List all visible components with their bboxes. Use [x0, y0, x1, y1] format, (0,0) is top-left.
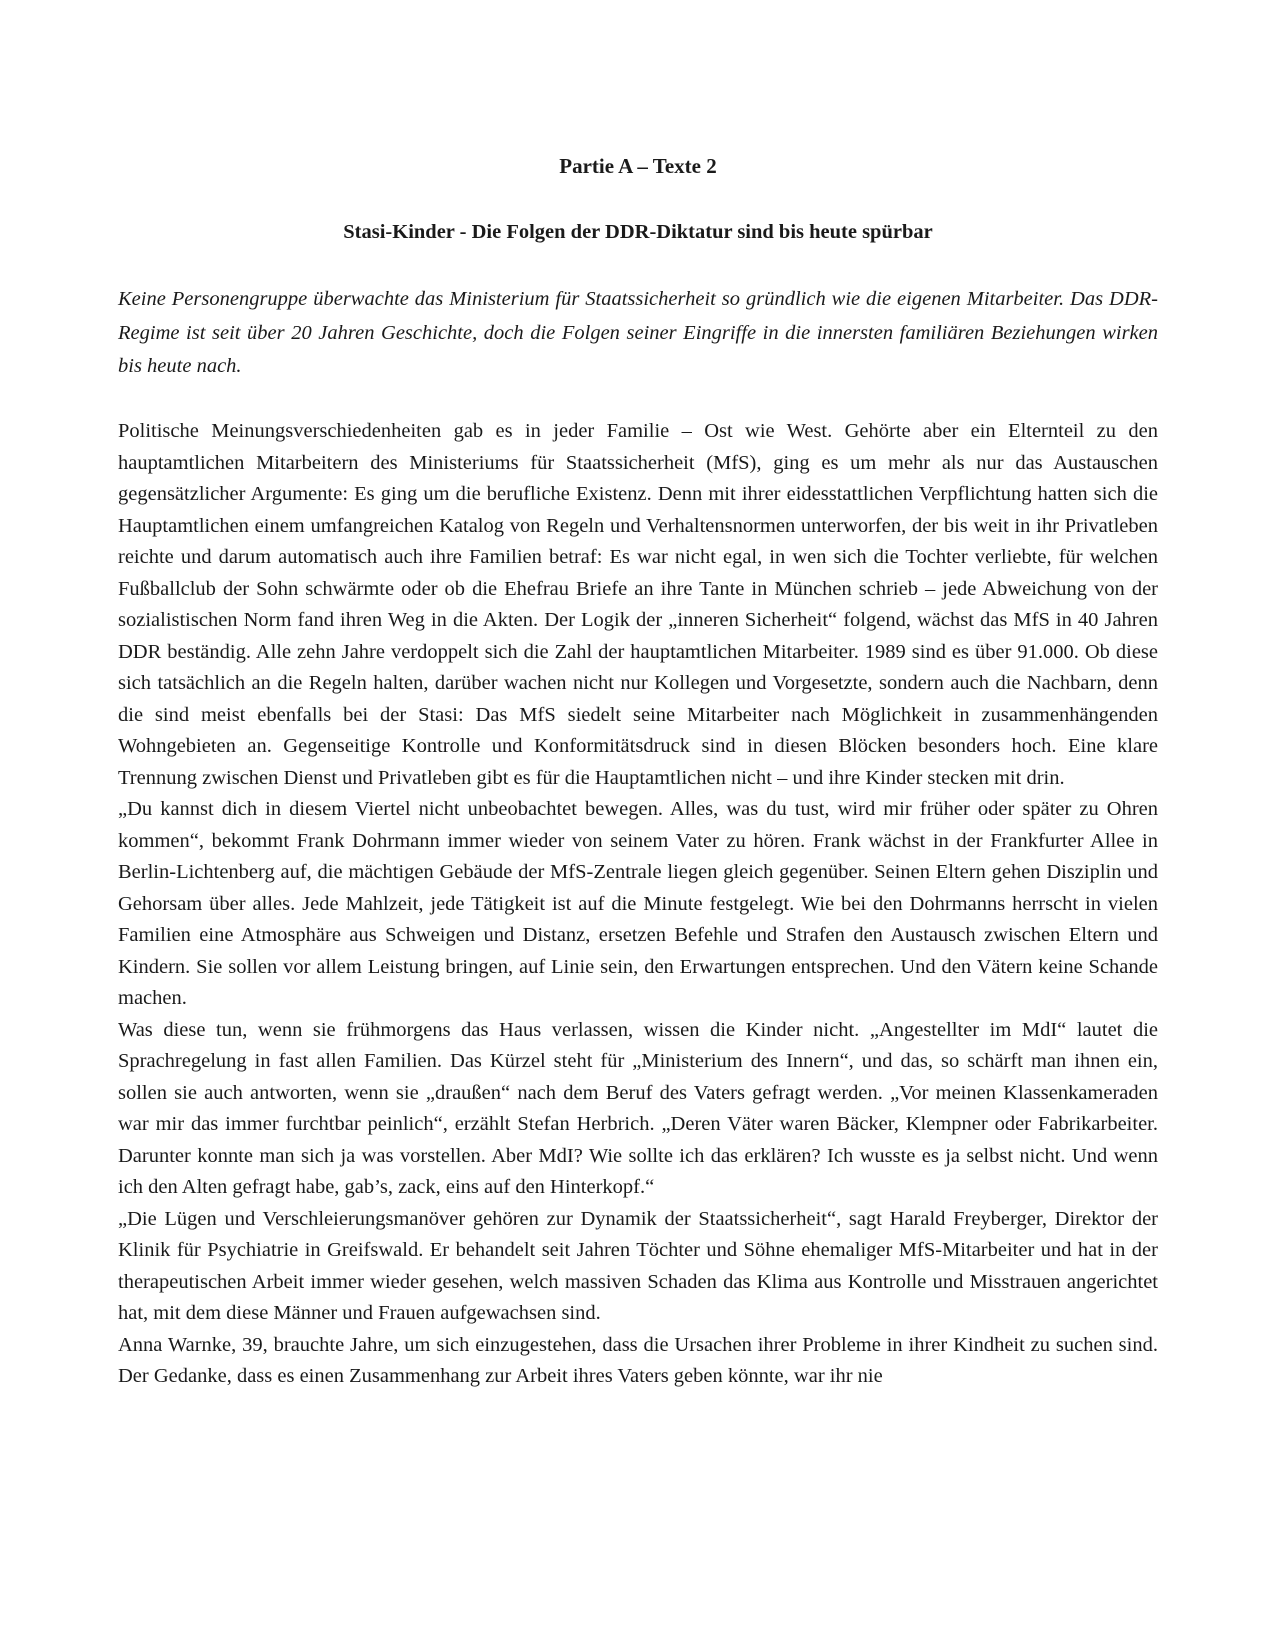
article-intro: Keine Personengruppe überwachte das Ministerium für Staatssicherheit so gründlich wie die eigenen Mitarbeiter. Das DDR-Regime ist seit über 20 Jahren Geschichte, doch die Folgen seiner Eingriffe in die innersten familiären Beziehungen wirken bis heute nach.: [118, 288, 1158, 377]
body-paragraph: Politische Meinungsverschiedenheiten gab es in jeder Familie – Ost wie West. Gehörte aber ein Elternteil zu den hauptamtlichen Mitarbeitern des Ministeriums für Staatssicherheit (MfS), ging es um mehr als nur das Austauschen gegensätzlicher Argumente: Es ging um die berufliche Existenz. Denn mit ihrer eidesstattlichen Verpflichtung hatten sich die Hauptamtlichen einem umfangreichen Katalog von Regeln und Verhaltensnormen unterworfen, der bis weit in ihr Privatleben reichte und darum automatisch auch ihre Familien betraf: Es war nicht egal, in wen sich die Tochter verliebte, für welchen Fußballclub der Sohn schwärmte oder ob die Ehefrau Briefe an ihre Tante in München schrieb – jede Abweichung von der sozialistischen Norm fand ihren Weg in die Akten. Der Logik der „inneren Sicherheit“ folgend, wächst das MfS in 40 Jahren DDR beständig. Alle zehn Jahre verdoppelt sich die Zahl der hauptamtlichen Mitarbeiter. 1989 sind es über 91.000. Ob diese sich tatsächlich an die Regeln halten, darüber wachen nicht nur Kollegen und Vorgesetzte, sondern auch die Nachbarn, denn die sind meist ebenfalls bei der Stasi: Das MfS siedelt seine Mitarbeiter nach Möglichkeit in zusammenhängenden Wohngebieten an. Gegenseitige Kontrolle und Konformitätsdruck sind in diesen Blöcken besonders hoch. Eine klare Trennung zwischen Dienst und Privatleben gibt es für die Hauptamtlichen nicht – und ihre Kinder stecken mit drin.: [118, 420, 1158, 789]
article-title: Stasi-Kinder - Die Folgen der DDR-Diktatur sind bis heute spürbar: [343, 221, 933, 243]
body-paragraph: Was diese tun, wenn sie frühmorgens das Haus verlassen, wissen die Kinder nicht. „Angestellter im MdI“ lautet die Sprachregelung in fast allen Familien. Das Kürzel steht für „Ministerium des Innern“, und das, so schärft man ihnen ein, sollen sie auch antworten, wenn sie „draußen“ nach dem Beruf des Vaters gefragt werden. „Vor meinen Klassenkameraden war mir das immer furchtbar peinlich“, erzählt Stefan Herbrich. „Deren Väter waren Bäcker, Klempner oder Fabrikarbeiter. Darunter konnte man sich ja was vorstellen. Aber MdI? Wie sollte ich das erklären? Ich wusste es ja selbst nicht. Und wenn ich den Alten gefragt habe, gab’s, zack, eins auf den Hinterkopf.“: [118, 1018, 1158, 1198]
body-paragraph: „Die Lügen und Verschleierungsmanöver gehören zur Dynamik der Staatssicherheit“, sagt Harald Freyberger, Direktor der Klinik für Psychiatrie in Greifswald. Er behandelt seit Jahren Töchter und Söhne ehemaliger MfS-Mitarbeiter und hat in der therapeutischen Arbeit immer wieder gesehen, welch massiven Schaden das Klima aus Kontrolle und Misstrauen angerichtet hat, mit dem diese Männer und Frauen aufgewachsen sind.: [118, 1207, 1158, 1324]
section-heading: Partie A – Texte 2: [559, 154, 717, 178]
body-paragraph: „Du kannst dich in diesem Viertel nicht unbeobachtet bewegen. Alles, was du tust, wird mir früher oder später zu Ohren kommen“, bekommt Frank Dohrmann immer wieder von seinem Vater zu hören. Frank wächst in der Frankfurter Allee in Berlin-Lichtenberg auf, die mächtigen Gebäude der MfS-Zentrale liegen gleich gegenüber. Seinen Eltern gehen Disziplin und Gehorsam über alles. Jede Mahlzeit, jede Tätigkeit ist auf die Minute festgelegt. Wie bei den Dohrmanns herrscht in vielen Familien eine Atmosphäre aus Schweigen und Distanz, ersetzen Befehle und Strafen den Austausch zwischen Eltern und Kindern. Sie sollen vor allem Leistung bringen, auf Linie sein, den Erwartungen entsprechen. Und den Vätern keine Schande machen.: [118, 798, 1158, 1009]
article-body: [118, 416, 1158, 1393]
body-paragraph: Anna Warnke, 39, brauchte Jahre, um sich einzugestehen, dass die Ursachen ihrer Probleme in ihrer Kindheit zu suchen sind. Der Gedanke, dass es einen Zusammenhang zur Arbeit ihres Vaters geben könnte, war ihr nie: [118, 1333, 1158, 1387]
